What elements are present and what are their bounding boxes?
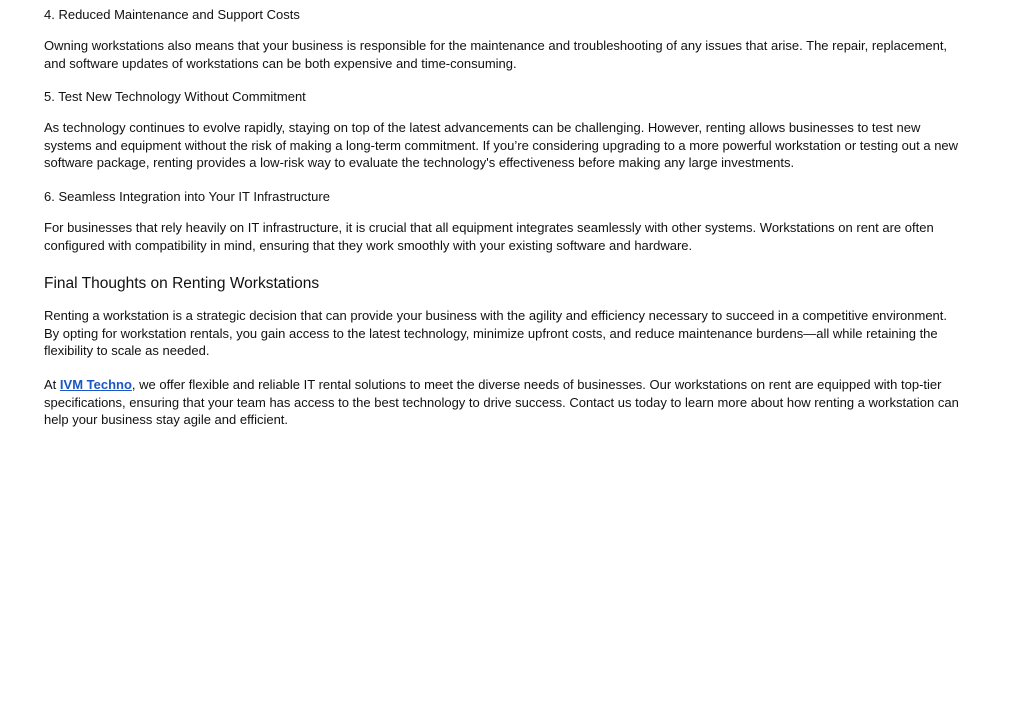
final-thoughts-paragraph-1: Renting a workstation is a strategic decision that can provide your business with the agility and efficiency necessary to succeed in a competitive environment. By opting for workstation rentals, you gain access to the latest technology, minimize upfront costs, and reduce maintenance burdens—all while retaining the flexibility to scale as needed. bbox=[44, 308, 948, 359]
section-5-heading: 5. Test New Technology Without Commitment bbox=[44, 89, 306, 105]
final-thoughts-paragraph-2 bbox=[44, 376, 964, 429]
section-5-paragraph: As technology continues to evolve rapidly, staying on top of the latest advancements can be challenging. However, renting allows businesses to test new systems and equipment without the risk of making a long-term commitment. If you’re considering upgrading to a more powerful workstation or testing out a new software package, renting provides a low-risk way to evaluate the technology's effectiveness before making any large investments. bbox=[44, 120, 959, 171]
paragraph-2-suffix: , we offer flexible and reliable IT rental solutions to meet the diverse needs of businesses. Our workstations on rent are equipped with top-tier specifications, ensuring that your team has access to the best technology to drive success. Contact us today to learn more about how renting a workstation can help your business stay agile and efficient. bbox=[44, 376, 959, 428]
section-4-paragraph: Owning workstations also means that your business is responsible for the maintenance and troubleshooting of any issues that arise. The repair, replacement, and software updates of workstations can be both expensive and time-consuming. bbox=[44, 38, 948, 71]
section-6-heading: 6. Seamless Integration into Your IT Infrastructure bbox=[44, 188, 330, 204]
ivm-techno-link[interactable]: IVM Techno bbox=[59, 376, 132, 392]
final-thoughts-title: Final Thoughts on Renting Workstations bbox=[44, 275, 320, 293]
section-4-heading: 4. Reduced Maintenance and Support Costs bbox=[44, 7, 300, 22]
section-6-paragraph: For businesses that rely heavily on IT infrastructure, it is crucial that all equipment integrates seamlessly with other systems. Workstations on rent are often configured with compatibility in mind, ensuring that they work smoothly with your existing software and hardware. bbox=[44, 219, 934, 253]
paragraph-2-prefix: At bbox=[44, 376, 60, 392]
article-body bbox=[44, 6, 964, 429]
